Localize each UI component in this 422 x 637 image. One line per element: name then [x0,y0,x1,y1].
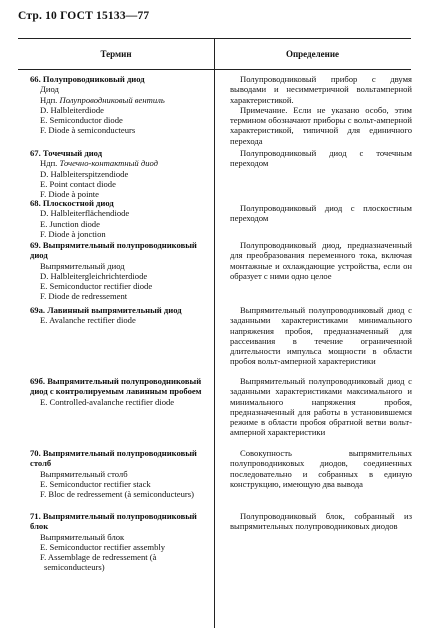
term-translation: D. Halbleiterspitzendiode [40,168,129,179]
term-definition [230,203,412,224]
term-title-text: Полупроводниковый диод [42,74,145,84]
term-translation: E. Avalanche rectifier diode [40,315,136,326]
term-definition [230,74,412,146]
term-definition [230,240,412,281]
not-allowed-label: Ндп. [40,94,58,105]
term-synonym: Выпрямительный блок [40,531,125,542]
term-title [30,74,216,84]
term-entry [30,305,216,326]
term-not-allowed [30,158,216,168]
term-entry [30,448,216,499]
term-synonym: Диод [40,84,59,95]
term-number: 66. [30,74,41,84]
term-title-text: Выпрямительный полупроводниковый диод с контролируемым лавинным пробоем [30,376,202,397]
term-entry [30,240,216,302]
term-translation: E. Semiconductor rectifier assembly [40,541,166,552]
column-header-term: Термин [18,38,215,70]
term-translation: E. Controlled-avalanche rectifier diode [40,396,175,407]
term-translation: E. Semiconductor rectifier diode [40,281,153,292]
term-translation: E. Semiconductor rectifier stack [40,478,151,489]
term-entry [30,148,216,199]
term-number: 69. [30,240,41,250]
definition-text: Полупроводниковый блок, собранный из выпрямительных полупроводниковых диодов [230,511,412,532]
term-title [30,305,216,315]
term-definition [230,376,412,438]
term-translation: F. Assemblage de redressement (à semiconducteurs) [40,552,157,573]
definition-text: Полупроводниковый прибор с двумя выводами и несимметричной вольтамперной характеристикой. [230,74,412,105]
definition-text: Выпрямительный полупроводниковый диод с заданными характеристиками минимального напряжения пробоя, предназначенный для рассеивания в течение ограниченной длительности импульса мощности в области пробоя вольт-амперной характеристики [230,305,412,367]
term-title-text: Выпрямительный полупроводниковый блок [30,511,197,532]
not-allowed-term: Полупроводниковый вентиль [59,94,165,105]
term-translation: F. Diode à semiconducteurs [40,125,136,136]
term-number: 69б. [30,376,46,386]
term-definition [230,448,412,489]
term-title-text: Выпрямительный полупроводниковый диод [30,240,197,261]
term-number: 70. [30,448,41,458]
term-definition [230,511,412,532]
term-translation: F. Diode de redressement [40,291,128,302]
term-translation: F. Diode à jonction [40,228,106,239]
term-definition [230,305,412,367]
term-title [30,448,216,469]
term-title [30,198,216,208]
definition-note: Примечание. Если не указано особо, этим термином обозначают приборы с вольт-амперной характеристикой, типичной для единичного перехода [230,104,412,146]
term-title [30,148,216,158]
term-title-text: Плоскостной диод [42,198,114,208]
not-allowed-term: Точечно-контактный диод [59,158,159,169]
term-definition [230,148,412,169]
term-entry [30,74,216,136]
term-entry [30,511,216,573]
term-title-text: Лавинный выпрямительный диод [47,305,182,315]
term-number: 67. [30,148,41,158]
term-number: 68. [30,198,41,208]
term-title-text: Выпрямительный полупроводниковый столб [30,448,197,469]
definition-text: Полупроводниковый диод, предназначенный для преобразования переменного тока, включая монтажные и охлаждающие устройства, если он образует с ними одно целое [230,240,412,281]
column-header-definition: Определение [214,38,411,70]
term-translation: F. Bloc de redressement (à semiconducteurs) [40,489,194,500]
page-header: Стр. 10 ГОСТ 15133—77 [18,10,150,22]
term-translation: E. Junction diode [40,218,100,229]
term-translation: F. Diode à pointe [40,189,99,200]
term-translation: D. Halbleiterdiode [40,104,104,115]
term-synonym: Выпрямительный диод [40,260,125,271]
term-entry [30,198,216,239]
term-entry [30,376,216,407]
term-number: 69а. [30,305,46,315]
not-allowed-label: Ндп. [40,158,58,169]
term-translation: D. Halbleiterflächendiode [40,208,130,219]
definition-text: Выпрямительный полупроводниковый диод с заданными характеристиками максимального и минимального напряжения пробоя, предназначенный для работы в установившемся режиме в области пробоя обратной ветви вольт-амперной характеристики [230,376,412,438]
term-number: 71. [30,511,41,521]
term-translation: E. Point contact diode [40,178,116,189]
term-title [30,240,216,261]
term-translation: E. Semiconductor diode [40,115,123,126]
term-not-allowed [30,95,216,105]
definition-text: Полупроводниковый диод с точечным переходом [230,148,412,169]
term-title-text: Точечный диод [42,148,103,158]
term-synonym: Выпрямительный столб [40,468,128,479]
term-title [30,511,216,532]
definition-text: Совокупность выпрямительных полупроводниковых диодов, соединенных последовательно и собранных в единую конструкцию, имеющую два вывода [230,448,412,489]
term-translation: D. Halbleitergleichrichterdiode [40,270,148,281]
definition-text: Полупроводниковый диод с плоскостным переходом [230,203,412,224]
term-title [30,376,216,397]
